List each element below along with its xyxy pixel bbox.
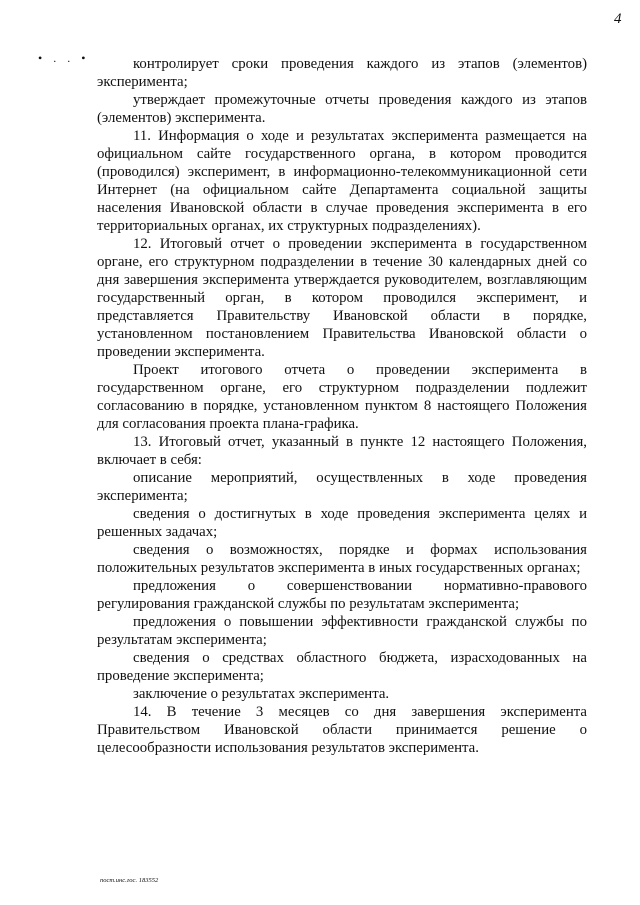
- scan-specks: • . . •: [38, 51, 90, 65]
- footer-code: пост.инс.гос. 183552: [100, 877, 159, 884]
- paragraph-item-13: 13. Итоговый отчет, указанный в пункте 12 настоящего Положения, включает в себя:: [97, 434, 587, 468]
- paragraph-item-14: 14. В течение 3 месяцев со дня завершения эксперимента Правительством Ивановской области принимается решение о целесообразности использования результатов эксперимента.: [97, 704, 587, 756]
- paragraph: утверждает промежуточные отчеты проведения каждого из этапов (элементов) эксперимента.: [97, 92, 587, 126]
- page-number: 4: [614, 11, 622, 27]
- paragraph-item-12: 12. Итоговый отчет о проведении эксперимента в государственном органе, его структурном подразделении в течение 30 календарных дней со дня завершения эксперимента утверждается руководителем, возглавляющим государственный орган, в котором проводился эксперимент, и представляется Правительству Ивановской области в порядке, установленном постановлением Правительства Ивановской области о проведении эксперимента.: [97, 236, 587, 360]
- list-item: предложения о повышении эффективности гражданской службы по результатам эксперимента;: [97, 614, 587, 648]
- list-item: сведения о средствах областного бюджета, израсходованных на проведение эксперимента;: [97, 650, 587, 684]
- list-item: заключение о результатах эксперимента.: [133, 686, 390, 702]
- document-body: [97, 55, 587, 757]
- list-item: описание мероприятий, осуществленных в ходе проведения эксперимента;: [97, 470, 587, 504]
- list-item: предложения о совершенствовании нормативно-правового регулирования гражданской службы по результатам эксперимента;: [97, 578, 587, 612]
- paragraph: Проект итогового отчета о проведении эксперимента в государственном органе, его структурном подразделении подлежит согласованию в порядке, установленном пунктом 8 настоящего Положения для согласования проекта плана-графика.: [97, 362, 587, 432]
- paragraph: контролирует сроки проведения каждого из этапов (элементов) эксперимента;: [97, 56, 587, 90]
- list-item: сведения о достигнутых в ходе проведения эксперимента целях и решенных задачах;: [97, 506, 587, 540]
- list-item: сведения о возможностях, порядке и формах использования положительных результатов эксперимента в иных государственных органах;: [97, 542, 587, 576]
- paragraph-item-11: 11. Информация о ходе и результатах эксперимента размещается на официальном сайте государственного органа, в котором проводится (проводился) эксперимент, в информационно-телекоммуникационной сети Интернет (на официальном сайте Департамента социальной защиты населения Ивановской области в случае проведения эксперимента в его территориальных органах, их структурных подразделениях).: [97, 128, 587, 234]
